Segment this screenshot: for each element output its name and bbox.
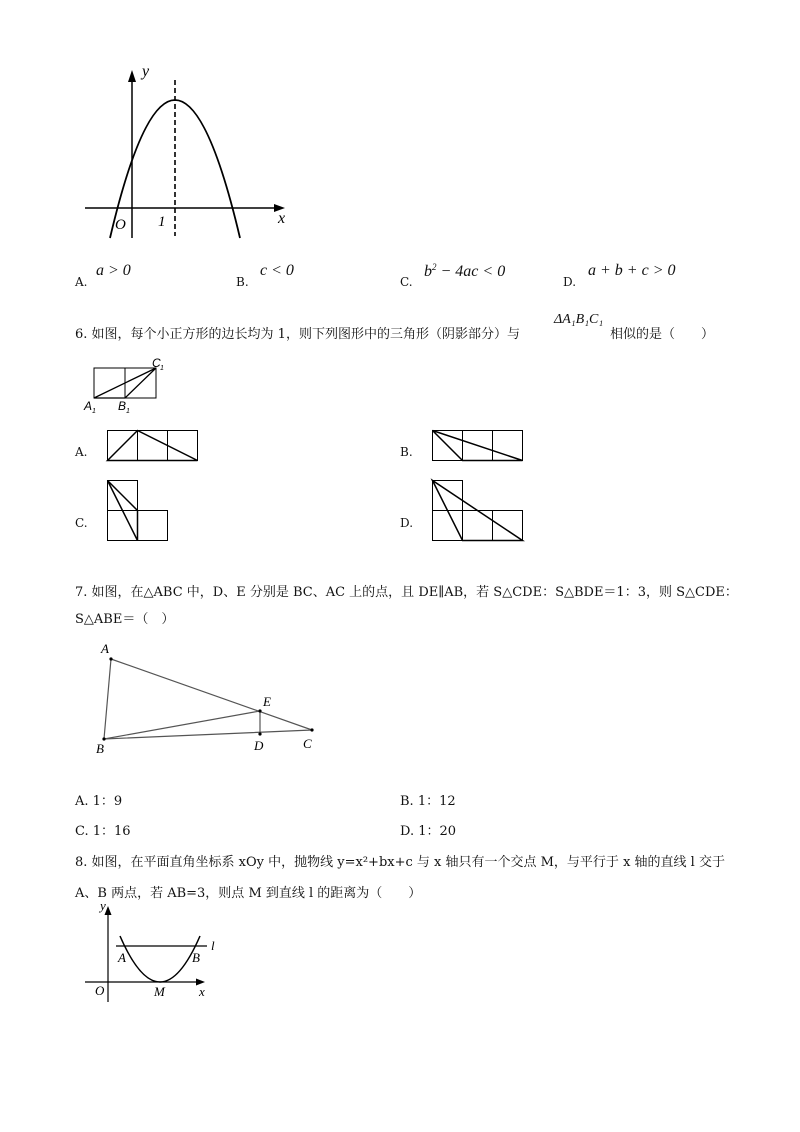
q6-label-c-sub: 1 [160,365,164,372]
q7-label-d: D [254,738,264,753]
q6-reference-figure [80,355,180,420]
q5-y-label: y [142,63,150,80]
q5-option-c-exponent: 2 [432,262,437,272]
q5-parabola-graph [80,60,300,240]
q5-option-d-letter: D. [563,275,577,289]
q6-stem-after: 相似的是（ ） [610,327,715,342]
q5-option-d-expr: a + b + c > 0 [588,262,676,279]
q7-triangle-figure [90,638,330,758]
q5-option-c-letter: C. [400,275,413,289]
q8-label-x: x [199,984,205,999]
q8-label-a: A [118,950,126,965]
q8-stem-line1: 8. 如图，在平面直角坐标系 xOy 中，抛物线 y=x²+bx+c 与 x 轴只有一个交点 M，与平行于 x 轴的直线 l 交于 [75,855,725,870]
q5-option-b-letter: B. [236,275,249,289]
q6-triangle-label: ΔA₁B₁C₁ [554,312,604,327]
q6-label-c: C [152,356,161,370]
q7-triangle-abc [104,659,312,739]
q7-option-a: A. 1：9 [75,794,123,809]
q8-label-l: l [211,938,215,953]
q7-label-b: B [96,741,104,756]
q6-option-a-figure [107,430,199,462]
q6-option-b-label: B. [400,445,413,459]
q6-stem-before: 6. 如图，每个小正方形的边长均为 1，则下列图形中的三角形（阴影部分）与 [75,327,520,342]
q7-label-c: C [303,736,312,751]
q5-option-a-letter: A. [75,275,88,289]
q6-option-d-label: D. [400,516,414,530]
q7-stem-line1: 7. 如图，在△ABC 中，D、E 分别是 BC、AC 上的点，且 DE∥AB，若 S△CDE：S△BDE＝1：3，则 S△CDE： [75,585,738,600]
q8-parabola-curve [120,936,200,982]
q5-tick-label: 1 [158,214,166,230]
q5-option-c-expr [424,262,505,281]
q7-stem-line2: S△ABE＝（ ） [75,612,175,627]
q6-option-d-figure [432,480,524,542]
q6-label-b: B [118,399,127,413]
q7-option-b: B. 1：12 [400,794,456,809]
q5-option-b-expr: c < 0 [260,262,294,279]
q5-option-a-expr: a > 0 [96,262,131,279]
q8-stem-line2: A、B 两点，若 AB=3，则点 M 到直线 l 的距离为（ ） [75,886,422,901]
q7-label-e: E [263,694,271,709]
q5-y-arrow [128,70,136,82]
q5-option-c-base: b [424,263,432,280]
q7-option-c: C. 1：16 [75,824,131,839]
q6-label-a: A [84,399,93,413]
q6-label-b-sub: 1 [126,408,130,415]
q7-segment-be [104,711,260,739]
q5-origin-label: O [115,217,126,233]
q8-label-m: M [154,984,165,999]
q6-option-b-figure [432,430,524,462]
q6-option-a-label: A. [75,445,88,459]
q6-option-c-figure [107,480,169,542]
q8-parabola-figure [85,898,225,1008]
q6-option-c-label: C. [75,516,88,530]
q5-option-c-rest: − 4ac < 0 [436,263,506,280]
q8-label-o: O [95,983,105,998]
q7-label-a: A [101,641,109,656]
q8-label-y: y [100,898,106,913]
q5-x-label: x [278,210,286,227]
q7-option-d: D. 1：20 [400,824,457,839]
q8-label-b: B [192,950,200,965]
q6-label-a-sub: 1 [92,408,96,415]
